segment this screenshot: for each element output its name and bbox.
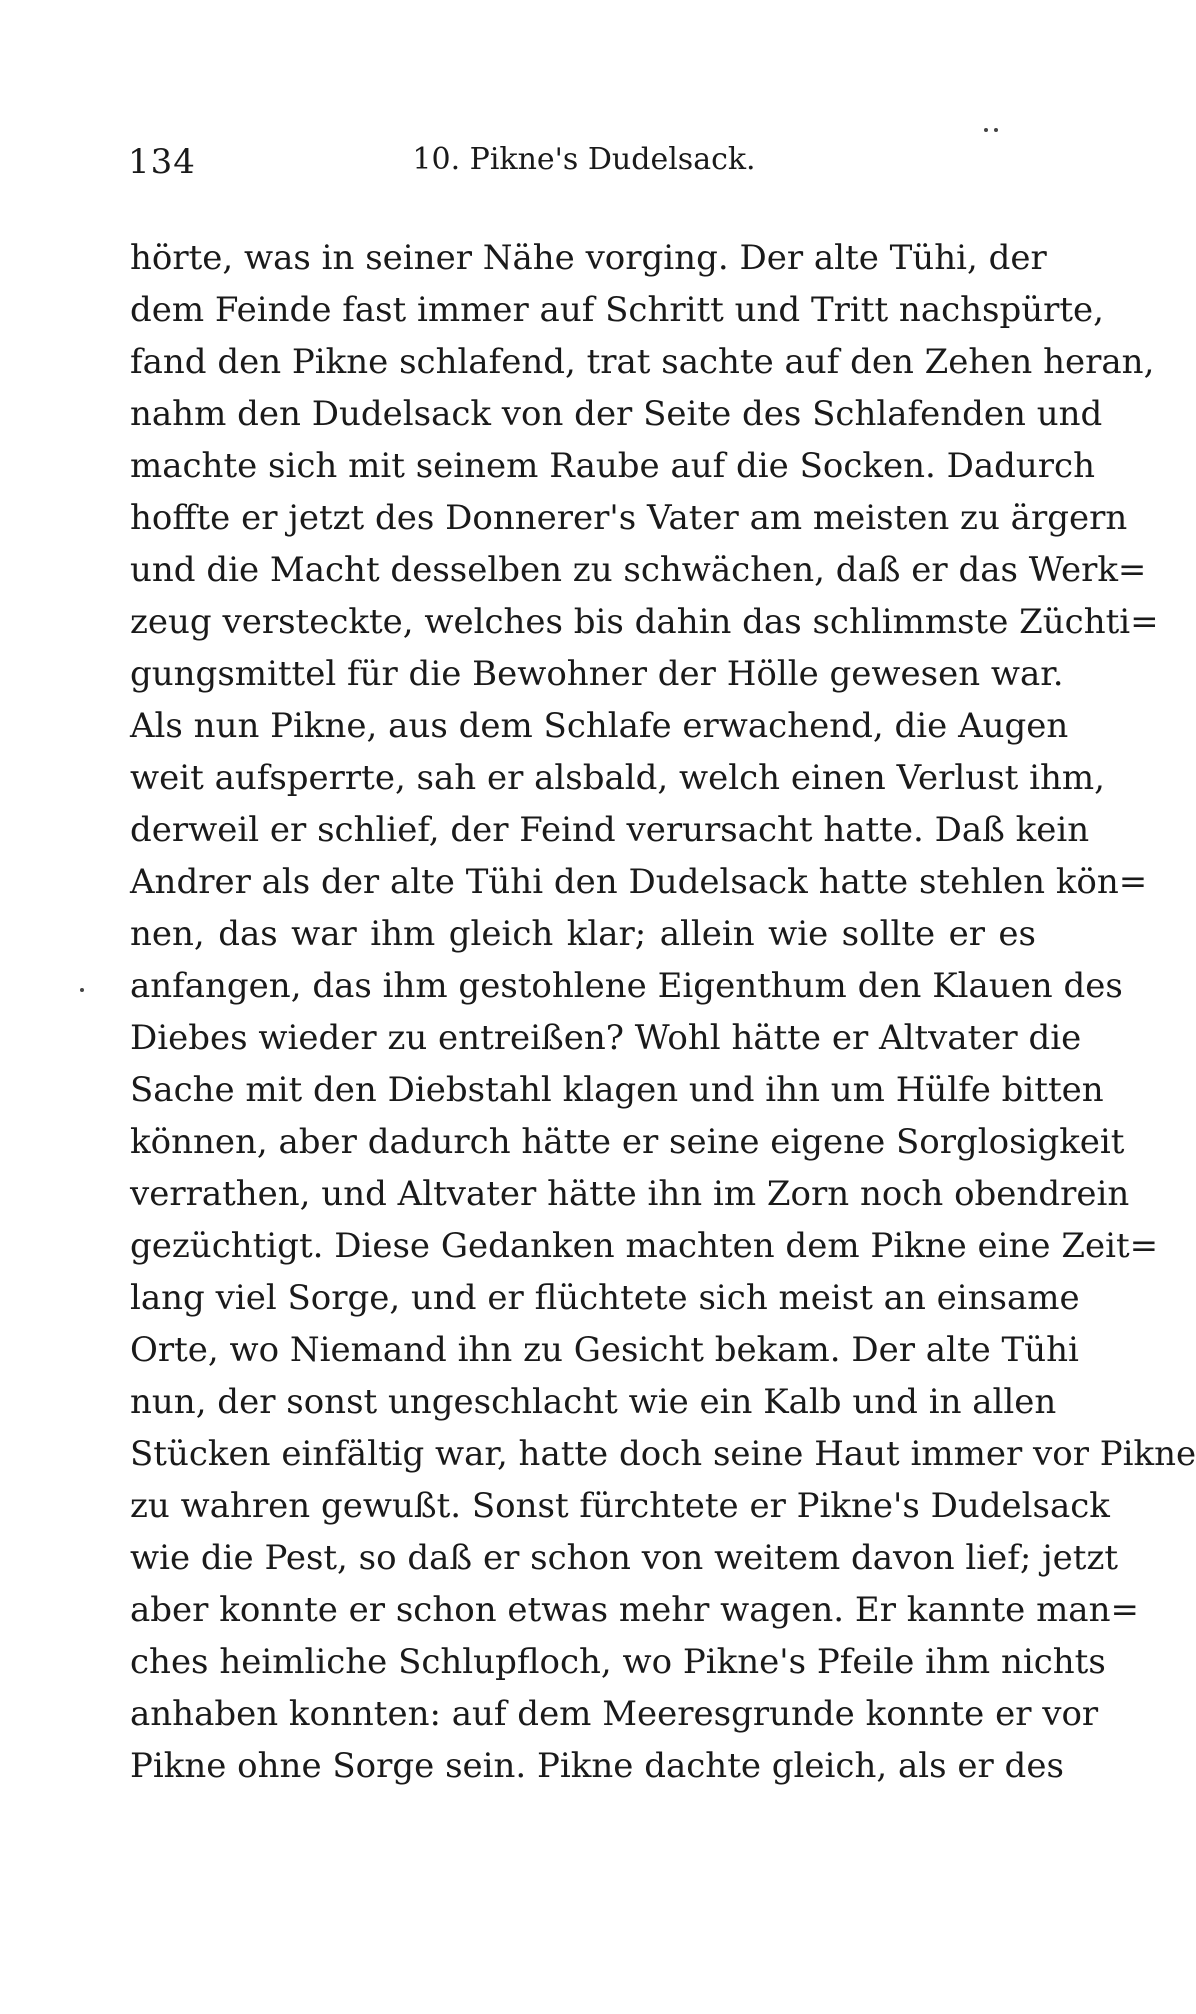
- text-line: Als nun Pikne, aus dem Schlafe erwachend, die Augen: [130, 706, 1069, 746]
- text-line: wie die Pest, so daß er schon von weitem davon lief; jetzt: [130, 1538, 1119, 1578]
- text-line: hoffte er jetzt des Donnerer's Vater am meisten zu ärgern: [130, 498, 1128, 538]
- text-line: und die Macht desselben zu schwächen, daß er das Werk=: [130, 550, 1147, 590]
- text-line: Pikne ohne Sorge sein. Pikne dachte gleich, als er des: [130, 1746, 1064, 1786]
- text-line: zeug versteckte, welches bis dahin das schlimmste Züchti=: [130, 602, 1159, 642]
- text-line: Andrer als der alte Tühi den Dudelsack hatte stehlen kön=: [130, 862, 1148, 902]
- text-line: derweil er schlief, der Feind verursacht hatte. Daß kein: [130, 810, 1090, 850]
- text-line: gezüchtigt. Diese Gedanken machten dem Pikne eine Zeit=: [130, 1226, 1159, 1266]
- text-line: nun, der sonst ungeschlacht wie ein Kalb und in allen: [130, 1382, 1057, 1422]
- text-line: Stücken einfältig war, hatte doch seine Haut immer vor Pikne: [130, 1434, 1196, 1474]
- text-line: anhaben konnten: auf dem Meeresgrunde konnte er vor: [130, 1694, 1099, 1734]
- scan-speck: [984, 128, 988, 132]
- text-line: gungsmittel für die Bewohner der Hölle gewesen war.: [130, 654, 1064, 694]
- text-line: nen, das war ihm gleich klar; allein wie sollte er es: [130, 914, 1036, 954]
- text-line: Sache mit den Diebstahl klagen und ihn um Hülfe bitten: [130, 1070, 1104, 1110]
- text-line: dem Feinde fast immer auf Schritt und Tritt nachspürte,: [130, 290, 1104, 330]
- page-number: 134: [128, 142, 196, 182]
- text-line: aber konnte er schon etwas mehr wagen. Er kannte man=: [130, 1590, 1139, 1630]
- running-head: 10. Pikne's Dudelsack.: [412, 142, 756, 177]
- text-line: anfangen, das ihm gestohlene Eigenthum den Klauen des: [130, 966, 1123, 1006]
- page-header: [128, 142, 1040, 190]
- text-line: weit aufsperrte, sah er alsbald, welch einen Verlust ihm,: [130, 758, 1105, 798]
- text-line: hörte, was in seiner Nähe vorging. Der alte Tühi, der: [130, 238, 1047, 278]
- text-line: machte sich mit seinem Raube auf die Socken. Dadurch: [130, 446, 1095, 486]
- text-line: lang viel Sorge, und er flüchtete sich meist an einsame: [130, 1278, 1080, 1318]
- text-line: können, aber dadurch hätte er seine eigene Sorglosigkeit: [130, 1122, 1125, 1162]
- text-line: verrathen, und Altvater hätte ihn im Zorn noch obendrein: [130, 1174, 1130, 1214]
- text-line: zu wahren gewußt. Sonst fürchtete er Pikne's Dudelsack: [130, 1486, 1110, 1526]
- text-line: Orte, wo Niemand ihn zu Gesicht bekam. Der alte Tühi: [130, 1330, 1079, 1370]
- text-line: ches heimliche Schlupfloch, wo Pikne's Pfeile ihm nichts: [130, 1642, 1106, 1682]
- body-text: [130, 232, 1196, 1792]
- scan-speck: [80, 988, 84, 992]
- text-line: nahm den Dudelsack von der Seite des Schlafenden und: [130, 394, 1103, 434]
- text-line: Diebes wieder zu entreißen? Wohl hätte er Altvater die: [130, 1018, 1082, 1058]
- scan-speck: [994, 128, 998, 132]
- text-line: fand den Pikne schlafend, trat sachte auf den Zehen heran,: [130, 342, 1155, 382]
